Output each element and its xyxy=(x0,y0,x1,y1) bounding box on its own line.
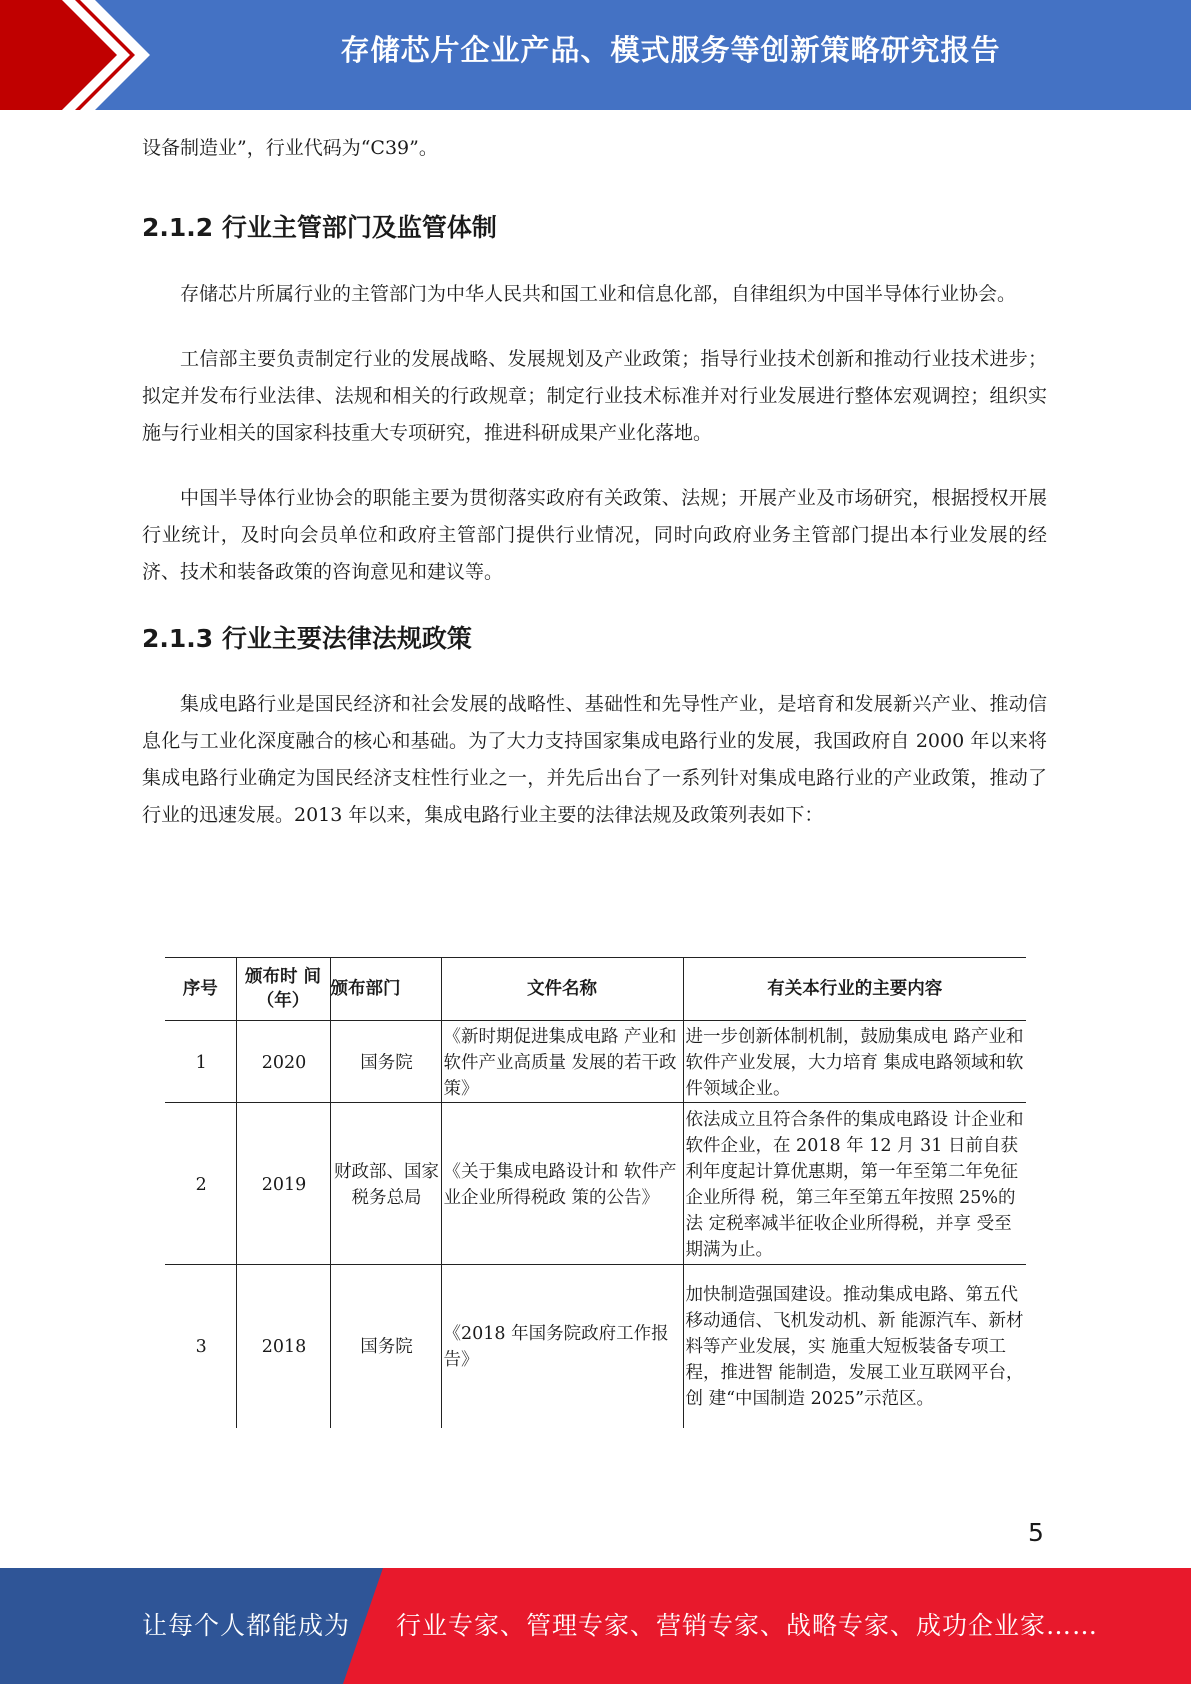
cell-dept: 财政部、国家税务总局 xyxy=(330,1103,441,1265)
footer-slogan-right: 行业专家、管理专家、营销专家、战略专家、成功企业家…… xyxy=(396,1611,1099,1640)
cell-no: 2 xyxy=(195,1174,207,1195)
cell-no: 3 xyxy=(195,1337,207,1358)
page-body xyxy=(142,130,1047,834)
header-cell-doc: 文件名称 xyxy=(441,958,683,1021)
cell-year: 2018 xyxy=(236,1265,330,1428)
cell-doc: 《新时期促进集成电路 产业和软件产业高质量 发展的若干政策》 xyxy=(441,1021,683,1103)
header-cell-year: 颁布时 间（年） xyxy=(236,958,330,1021)
table-row xyxy=(165,1265,1026,1428)
section-heading-2-1-2: 2.1.2 行业主管部门及监管体制 xyxy=(142,213,497,242)
header-cell-content: 有关本行业的主要内容 xyxy=(683,958,1026,1021)
cell-content: 依法成立且符合条件的集成电路设 计企业和软件企业，在 2018 年 12 月 31 日前自获利年度起计算优惠期，第一年至第二年免征企业所得 税，第三年至第五年按照 25%的法 定税率减半征收企业所得税，并享 受至期满为止。 xyxy=(683,1103,1026,1265)
cell-year: 2019 xyxy=(236,1103,330,1265)
page-header xyxy=(0,0,1191,110)
policy-table xyxy=(165,957,1026,1428)
cell-doc: 《2018 年国务院政府工作报告》 xyxy=(441,1265,683,1428)
cell-dept: 国务院 xyxy=(330,1021,441,1103)
cell-content: 进一步创新体制机制，鼓励集成电 路产业和软件产业发展，大力培育 集成电路领域和软件领域企业。 xyxy=(683,1021,1026,1103)
paragraph: 集成电路行业是国民经济和社会发展的战略性、基础性和先导性产业，是培育和发展新兴产业、推动信息化与工业化深度融合的核心和基础。为了大力支持国家集成电路行业的发展，我国政府自 2000 年以来将集成电路行业确定为国民经济支柱性行业之一，并先后出台了一系列针对集成电路行业的产业政策，推动了行业的迅速发展。2013 年以来，集成电路行业主要的法律法规及政策列表如下： xyxy=(142,693,1047,826)
continuation-text: 设备制造业”，行业代码为“C39”。 xyxy=(142,137,438,159)
section-heading-2-1-3: 2.1.3 行业主要法律法规政策 xyxy=(142,624,472,653)
cell-content: 加快制造强国建设。推动集成电路、第五代移动通信、飞机发动机、新 能源汽车、新材料等产业发展，实 施重大短板装备专项工程，推进智 能制造，发展工业互联网平台，创 建“中国制造 2025”示范区。 xyxy=(683,1265,1026,1428)
paragraph: 存储芯片所属行业的主管部门为中华人民共和国工业和信息化部，自律组织为中国半导体行业协会。 xyxy=(180,283,1017,305)
paragraph: 工信部主要负责制定行业的发展战略、发展规划及产业政策；指导行业技术创新和推动行业技术进步；拟定并发布行业法律、法规和相关的行政规章；制定行业技术标准并对行业发展进行整体宏观调控；组织实施与行业相关的国家科技重大专项研究，推进科研成果产业化落地。 xyxy=(142,348,1047,444)
table-row xyxy=(165,1021,1026,1103)
header-cell-no: 序号 xyxy=(182,979,218,999)
cell-year: 2020 xyxy=(236,1021,330,1103)
footer-slogan-left: 让每个人都能成为 xyxy=(142,1611,351,1640)
report-title: 存储芯片企业产品、模式服务等创新策略研究报告 xyxy=(340,33,1001,67)
table-row xyxy=(165,1103,1026,1265)
cell-dept: 国务院 xyxy=(330,1265,441,1428)
page-footer xyxy=(0,1568,1191,1684)
paragraph: 中国半导体行业协会的职能主要为贯彻落实政府有关政策、法规；开展产业及市场研究，根据授权开展行业统计，及时向会员单位和政府主管部门提供行业情况，同时向政府业务主管部门提出本行业发展的经济、技术和装备政策的咨询意见和建议等。 xyxy=(142,487,1047,583)
cell-doc: 《关于集成电路设计和 软件产业企业所得税政 策的公告》 xyxy=(441,1103,683,1265)
cell-no: 1 xyxy=(195,1052,207,1073)
page-number: 5 xyxy=(1028,1518,1044,1547)
header-cell-dept: 颁布部门 xyxy=(330,958,441,1021)
table-header-row xyxy=(165,958,1026,1021)
